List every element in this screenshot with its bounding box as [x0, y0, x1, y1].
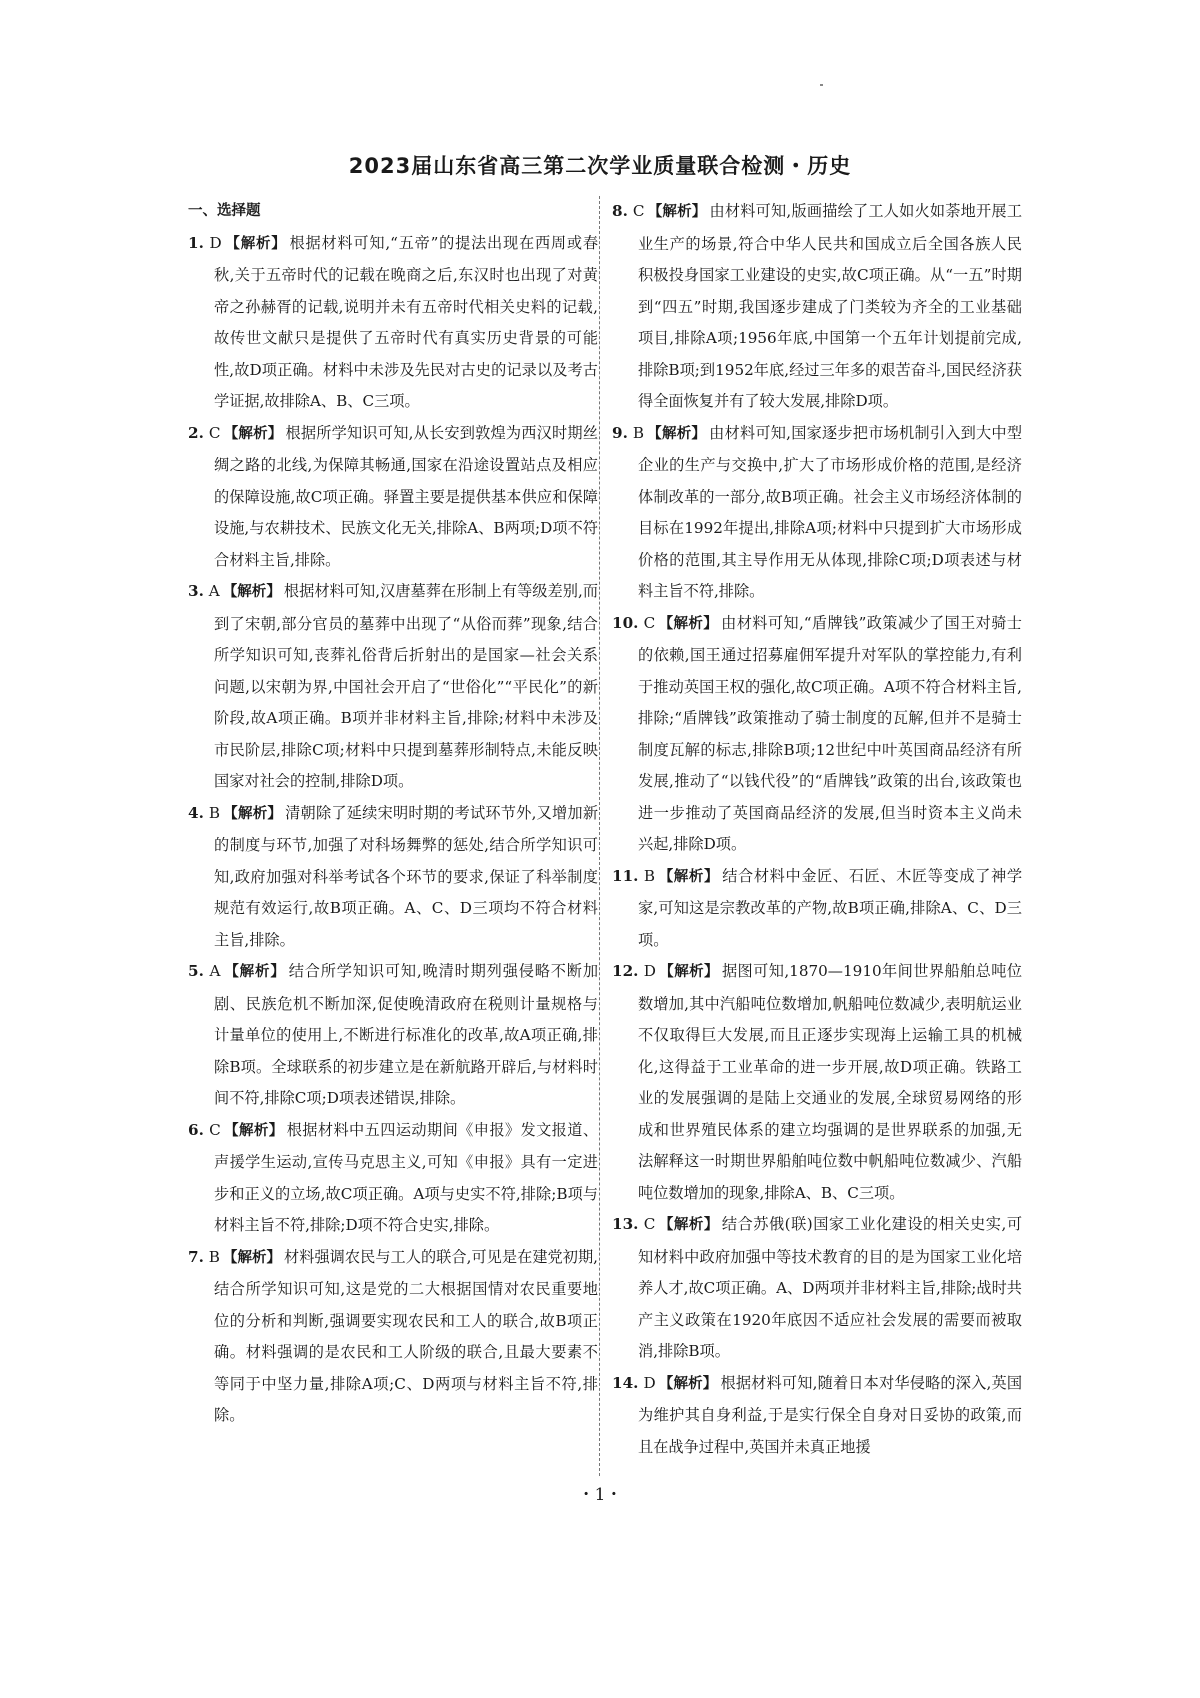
- analysis-tag: 【解析】: [647, 425, 707, 442]
- item-number: 5.: [188, 962, 204, 980]
- item-number: 6.: [188, 1120, 204, 1139]
- answer-item: [188, 1115, 598, 1242]
- analysis-tag: 【解析】: [223, 1122, 284, 1139]
- analysis-tag: 【解析】: [223, 425, 283, 442]
- answer-item: [188, 1242, 598, 1432]
- answer-item: [612, 861, 1022, 957]
- analysis-tag: 【解析】: [658, 1217, 719, 1233]
- item-explanation: 根据材料可知,汉唐墓葬在形制上有等级差别,而到了宋朝,部分官员的墓葬中出现了“从俗而葬”现象,结合所学知识可知,丧葬礼俗背后折射出的是国家—社会关系问题,以宋朝为界,中国社会开启了“世俗化”“平民化”的新阶段,故A项正确。B项并非材料主旨,排除;材料中未涉及市民阶层,排除C项;材料中只提到墓葬形制特点,未能反映国家对社会的控制,排除D项。: [214, 582, 599, 790]
- item-explanation: 由材料可知,国家逐步把市场机制引入到大中型企业的生产与交换中,扩大了市场形成价格的范围,是经济体制改革的一部分,故B项正确。社会主义市场经济体制的目标在1992年提出,排除A项;材料中只提到扩大市场形成价格的范围,其主导作用无从体现,排除C项;D项表述与材料主旨不符,排除。: [638, 423, 1023, 600]
- item-explanation: 由材料可知,版画描绘了工人如火如荼地开展工业生产的场景,符合中华人民共和国成立后全国各族人民积极投身国家工业建设的史实,故C项正确。从“一五”时期到“四五”时期,我国逐步建成了门类较为齐全的工业基础项目,排除A项;1956年底,中国第一个五年计划提前完成,排除B项;到1952年底,经过三年多的艰苦奋斗,国民经济获得全面恢复并有了较大发展,排除D项。: [638, 202, 1023, 410]
- item-explanation: 结合材料中金匠、石匠、木匠等变成了神学家,可知这是宗教改革的产物,故B项正确,排除A、C、D三项。: [638, 866, 1022, 949]
- analysis-tag: 【解析】: [222, 1249, 282, 1266]
- page-number: ・1・: [577, 1485, 623, 1505]
- answer-item: [612, 1368, 1022, 1464]
- item-explanation: 根据材料可知,随着日本对华侵略的深入,英国为维护其自身利益,于是实行保全自身对日妥协的政策,而且在战争过程中,英国并未真正地援: [638, 1373, 1023, 1456]
- answer-item: [188, 798, 598, 957]
- item-number: 2.: [188, 423, 204, 442]
- item-answer: B: [632, 423, 645, 442]
- item-answer: B: [643, 866, 656, 885]
- item-explanation: 结合苏俄(联)国家工业化建设的相关史实,可知材料中政府加强中等技术教育的目的是为国家工业化培养人才,故C项正确。A、D两项并非材料主旨,排除;战时共产主义政策在1920年底因不适应社会发展的需要而被取消,排除B项。: [638, 1215, 1023, 1360]
- right-column: [612, 196, 1022, 1463]
- item-number: 4.: [188, 803, 204, 822]
- item-answer: D: [643, 1373, 656, 1392]
- item-number: 8.: [612, 202, 628, 220]
- column-divider: [599, 196, 600, 1476]
- item-number: 12.: [612, 962, 639, 980]
- item-number: 11.: [612, 866, 639, 885]
- left-column: [188, 196, 598, 1432]
- item-answer: A: [209, 962, 221, 980]
- item-explanation: 根据材料中五四运动期间《申报》发文报道、声援学生运动,宣传马克思主义,可知《申报》具有一定进步和正义的立场,故C项正确。A项与史实不符,排除;B项与材料主旨不符,排除;D项不符合史实,排除。: [214, 1120, 599, 1234]
- answer-item: [188, 576, 598, 798]
- item-explanation: 结合所学知识可知,晚清时期列强侵略不断加剧、民族危机不断加深,促使晚清政府在税则计量规格与计量单位的使用上,不断进行标准化的改革,故A项正确,排除B项。全球联系的初步建立是在新航路开辟后,与材料时间不符,排除C项;D项表述错误,排除。: [214, 962, 599, 1107]
- answer-item: [612, 418, 1022, 608]
- item-explanation: 据图可知,1870—1910年间世界船舶总吨位数增加,其中汽船吨位数增加,帆船吨位数减少,表明航运业不仅取得巨大发展,而且正逐步实现海上运输工具的机械化,这得益于工业革命的进一步开展,故D项正确。铁路工业的发展强调的是陆上交通业的发展,全球贸易网络的形成和世界殖民体系的建立均强调的是世界联系的加强,无法解释这一时期世界船舶吨位数中帆船吨位数减少、汽船吨位数增加的现象,排除A、B、C三项。: [638, 962, 1023, 1202]
- item-answer: D: [643, 962, 656, 980]
- analysis-tag: 【解析】: [223, 805, 283, 822]
- item-number: 7.: [188, 1247, 204, 1266]
- item-number: 3.: [188, 582, 204, 600]
- item-answer: C: [208, 423, 221, 442]
- analysis-tag: 【解析】: [224, 235, 287, 252]
- answer-item: [188, 956, 598, 1115]
- item-number: 1.: [188, 233, 204, 252]
- item-explanation: 清朝除了延续宋明时期的考试环节外,又增加新的制度与环节,加强了对科场舞弊的惩处,结合所学知识可知,政府加强对科举考试各个环节的要求,保证了科举制度规范有效运行,故B项正确。A、C、D三项均不符合材料主旨,排除。: [214, 803, 599, 949]
- item-answer: C: [643, 613, 656, 632]
- analysis-tag: 【解析】: [658, 964, 719, 980]
- item-explanation: 由材料可知,“盾牌钱”政策减少了国王对骑士的依赖,国王通过招募雇佣军提升对军队的掌控能力,有利于推动英国王权的强化,故C项正确。A项不符合材料主旨,排除;“盾牌钱”政策推动了骑士制度的瓦解,但并不是骑士制度瓦解的标志,排除B项;12世纪中叶英国商品经济有所发展,推动了“以钱代役”的“盾牌钱”政策的出台,该政策也进一步推动了英国商品经济的发展,但当时资本主义尚未兴起,排除D项。: [638, 613, 1022, 853]
- item-answer: C: [209, 1120, 221, 1139]
- item-answer: C: [643, 1215, 656, 1233]
- analysis-tag: 【解析】: [223, 964, 286, 980]
- answer-item: [612, 196, 1022, 418]
- answer-item: [612, 608, 1022, 861]
- analysis-tag: 【解析】: [658, 1375, 718, 1392]
- item-explanation: 根据材料可知,“五帝”的提法出现在西周或春秋,关于五帝时代的记载在晚商之后,东汉时也出现了对黄帝之孙赫胥的记载,说明并未有五帝时代相关史料的记载,故传世文献只是提供了五帝时代有真实历史背景的可能性,故D项正确。材料中未涉及先民对古史的记录以及考古学证据,故排除A、B、C三项。: [214, 233, 599, 410]
- item-number: 10.: [612, 613, 639, 632]
- item-answer: A: [208, 582, 220, 600]
- answer-item: [188, 228, 598, 418]
- item-number: 14.: [612, 1373, 639, 1392]
- item-explanation: 根据所学知识可知,从长安到敦煌为西汉时期丝绸之路的北线,为保障其畅通,国家在沿途设置站点及相应的保障设施,故C项正确。驿置主要是提供基本供应和保障设施,与农耕技术、民族文化无关,排除A、B两项;D项不符合材料主旨,排除。: [214, 423, 599, 569]
- analysis-tag: 【解析】: [647, 204, 707, 220]
- item-explanation: 材料强调农民与工人的联合,可见是在建党初期,结合所学知识可知,这是党的二大根据国情对农民重要地位的分析和判断,强调要实现农民和工人的联合,故B项正确。材料强调的是农民和工人阶级的联合,且最大要素不等同于中坚力量,排除A项;C、D两项与材料主旨不符,排除。: [214, 1247, 599, 1424]
- answer-item: [612, 1209, 1022, 1368]
- item-answer: D: [209, 233, 222, 252]
- analysis-tag: 【解析】: [658, 615, 719, 632]
- item-answer: B: [208, 1247, 220, 1266]
- item-answer: C: [632, 202, 645, 220]
- analysis-tag: 【解析】: [658, 868, 720, 885]
- analysis-tag: 【解析】: [222, 584, 281, 600]
- left-item-list: [188, 228, 598, 1432]
- answer-item: [612, 956, 1022, 1209]
- page-title: 2023届山东省高三第二次学业质量联合检测・历史: [348, 154, 852, 178]
- item-number: 9.: [612, 423, 628, 442]
- item-answer: B: [208, 803, 221, 822]
- item-number: 13.: [612, 1215, 639, 1233]
- right-item-list: [612, 196, 1022, 1463]
- section-heading: 一、选择题: [188, 203, 261, 219]
- scan-speck: [820, 84, 823, 86]
- answer-item: [188, 418, 598, 577]
